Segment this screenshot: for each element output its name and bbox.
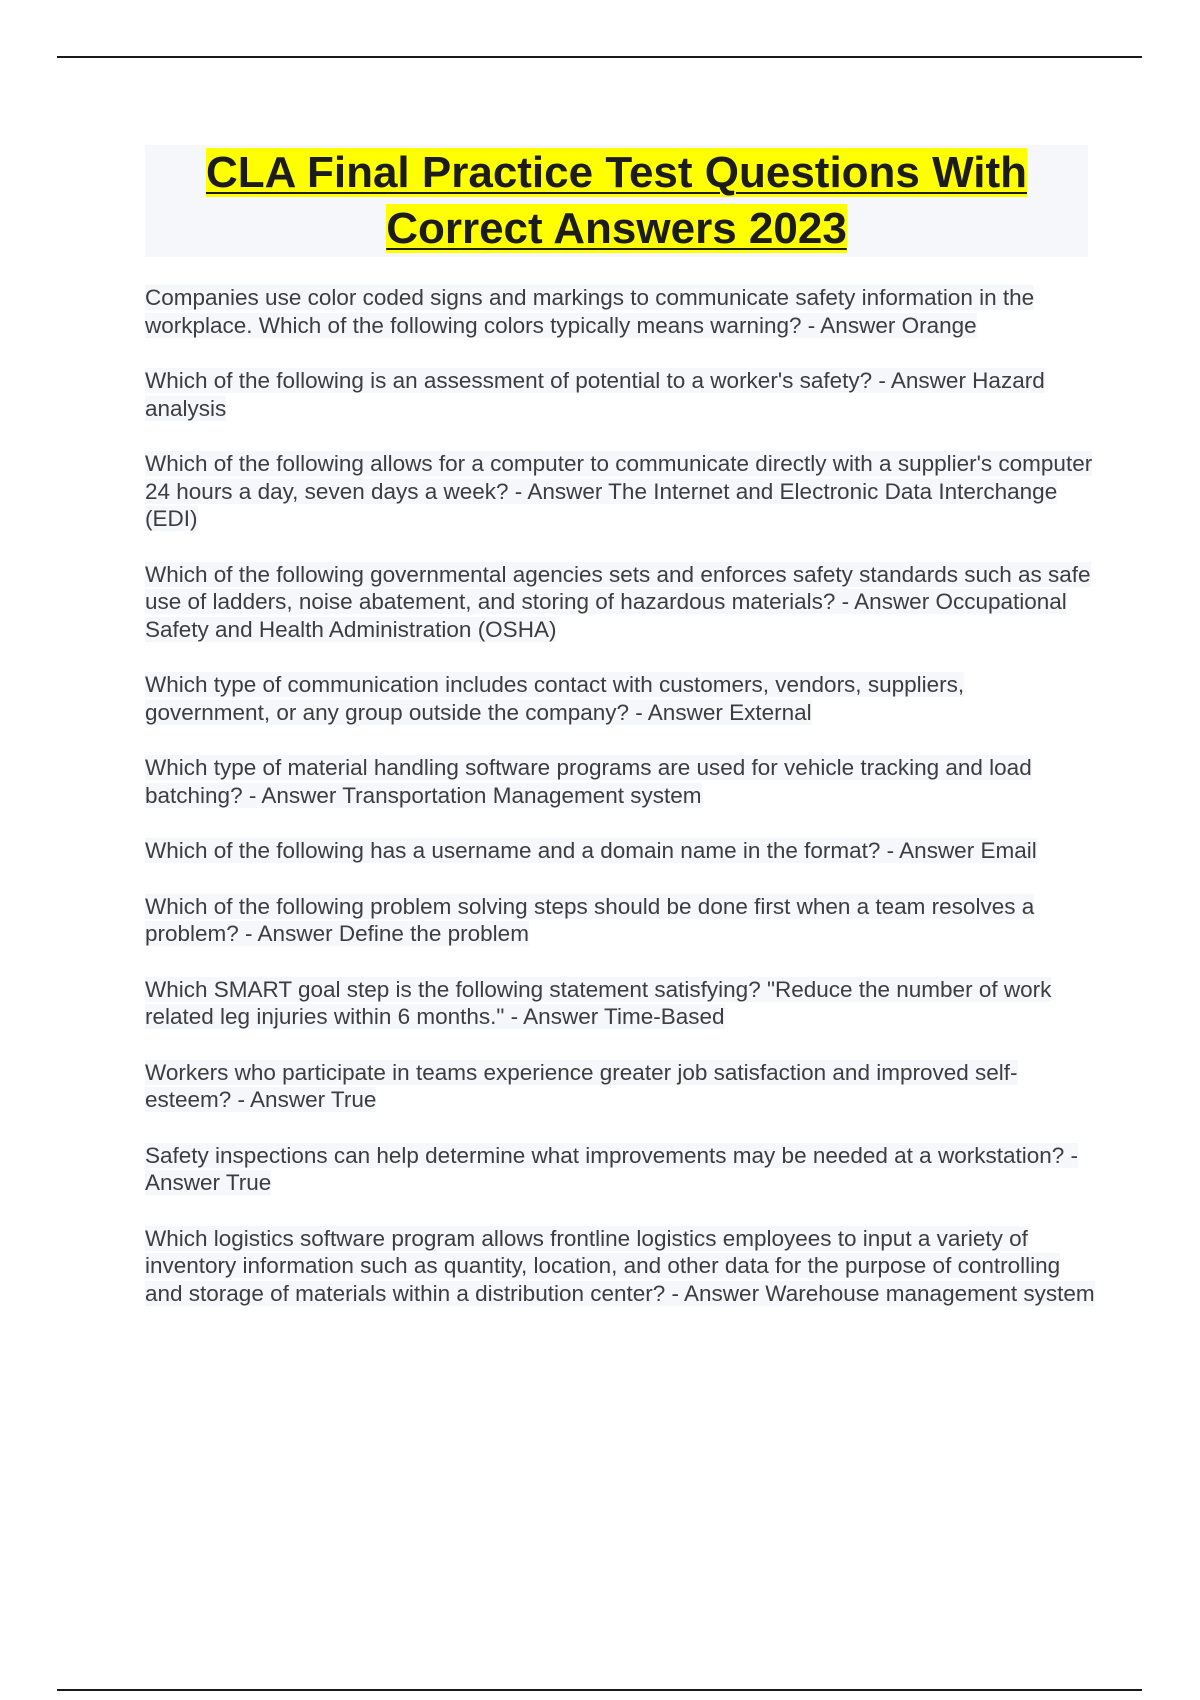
qa-text: Workers who participate in teams experience greater job satisfaction and improved self-esteem? - Answer True [145,1059,1018,1112]
title-block [145,145,1088,257]
document-title-line-1: CLA Final Practice Test Questions With [205,148,1028,197]
qa-item [145,367,1095,422]
qa-item [145,893,1095,948]
top-rule [57,56,1142,58]
qa-text: Which of the following has a username and a domain name in the format? - Answer Email [145,838,1037,863]
qa-text: Safety inspections can help determine what improvements may be needed at a workstation? - Answer True [145,1142,1079,1195]
qa-item [145,1225,1095,1308]
qa-text: Which logistics software program allows frontline logistics employees to input a variety of inventory information such as quantity, location, and other data for the purpose of controlling and storage of materials within a distribution center? - Answer Warehouse management system [145,1225,1095,1306]
qa-text: Which type of material handling software programs are used for vehicle tracking and load batching? - Answer Transportation Management system [145,755,1032,808]
bottom-rule [57,1689,1142,1691]
qa-text: Which of the following allows for a computer to communicate directly with a supplier's computer 24 hours a day, seven days a week? - Answer The Internet and Electronic Data Interchange (EDI) [145,451,1093,531]
qa-item [145,284,1095,339]
qa-item [145,1142,1095,1197]
question-answer-list [145,284,1095,1335]
qa-item [145,837,1095,865]
qa-text: Which type of communication includes contact with customers, vendors, suppliers, government, or any group outside the company? - Answer External [145,672,965,725]
qa-item [145,754,1095,809]
qa-text: Which of the following governmental agencies sets and enforces safety standards such as safe use of ladders, noise abatement, and storing of hazardous materials? - Answer Occupational Safety and Health Administration (OSHA) [145,561,1091,642]
qa-item [145,450,1095,533]
qa-text: Which of the following problem solving steps should be done first when a team resolves a problem? - Answer Define the problem [145,893,1035,946]
qa-item [145,1059,1095,1114]
qa-text: Which SMART goal step is the following statement satisfying? "Reduce the number of work related leg injuries within 6 months." - Answer Time-Based [145,976,1052,1029]
qa-text: Which of the following is an assessment of potential to a worker's safety? - Answer Hazard analysis [145,368,1045,421]
qa-item [145,671,1095,726]
document-title-line-2: Correct Answers 2023 [386,204,847,253]
qa-item [145,976,1095,1031]
qa-text: Companies use color coded signs and markings to communicate safety information in the workplace. Which of the following colors typically means warning? - Answer Orange [145,285,1035,338]
qa-item [145,561,1095,644]
